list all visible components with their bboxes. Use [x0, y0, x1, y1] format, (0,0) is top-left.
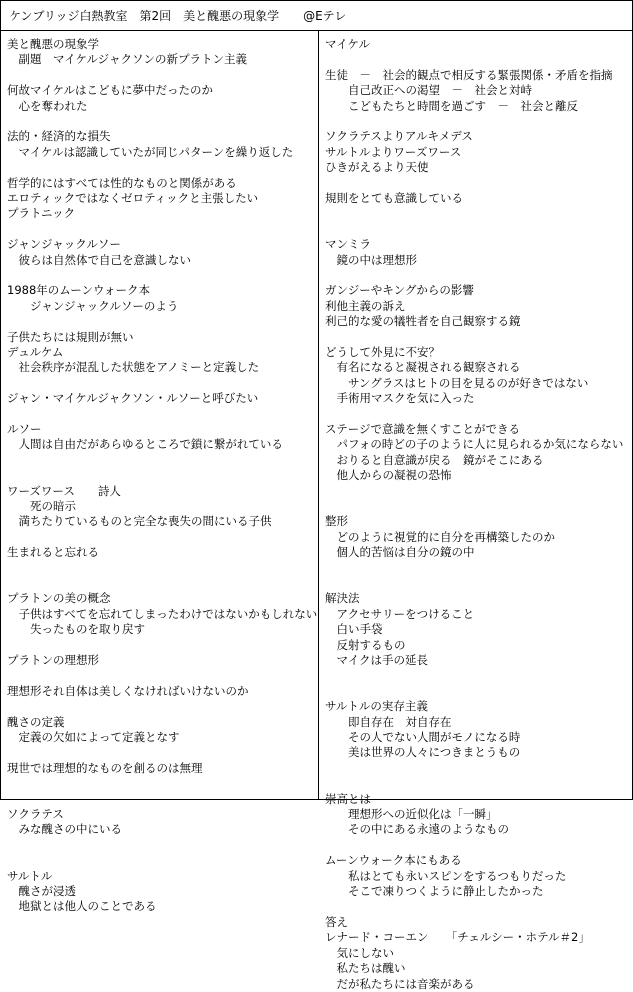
note-line: 定義の欠如によって定義となす [7, 730, 180, 745]
note-line: 美は世界の人々につきまとうもの [325, 745, 521, 760]
note-line: 利他主義の訴え [325, 298, 406, 313]
note-line: プラトニック [7, 206, 76, 221]
note-line: 手術用マスクを気に入った [325, 391, 475, 406]
note-line: エロティックではなくゼロティックと主張したい [7, 191, 259, 206]
note-line: 子供たちには規則が無い [7, 329, 134, 344]
note-line: 彼らは自然体で自己を意識しない [7, 252, 191, 267]
blank-line [325, 499, 628, 514]
blank-line [7, 407, 314, 422]
right-column [319, 31, 632, 991]
columns-container [1, 31, 632, 991]
left-column [1, 31, 319, 914]
note-line: サングラスはヒトの目を見るのが好きではない [325, 375, 589, 390]
blank-line [7, 453, 314, 468]
blank-line [7, 853, 314, 868]
note-line: ワーズワース 詩人 [7, 483, 121, 498]
note-line: サルトルよりワーズワース [325, 144, 462, 159]
blank-line [7, 776, 314, 791]
title-bar [1, 1, 632, 31]
blank-line [7, 160, 314, 175]
note-line: どうして外見に不安？ [325, 345, 440, 360]
note-line: マイクは手の延長 [325, 653, 429, 668]
note-line: おりると自意識が戻る 鏡がそこにある [325, 452, 544, 467]
blank-line [325, 561, 628, 576]
blank-line [7, 376, 314, 391]
note-line: 生まれると忘れる [7, 545, 99, 560]
note-line: 白い手袋 [325, 622, 383, 637]
note-line: そこで凍りつくように静止したかった [325, 884, 544, 899]
note-line: 利己的な愛の犠牲者を自己観察する鏡 [325, 314, 521, 329]
note-line: マイケルは認識していたが同じパターンを繰り返した [7, 144, 294, 159]
note-line: サルトルの実存主義 [325, 699, 428, 714]
note-line: レナード・コーエン 「チェルシー・ホテル＃2」 [325, 930, 590, 945]
note-line: 地獄とは他人のことである [7, 899, 157, 914]
note-line: ムーンウォーク本にもある [325, 853, 462, 868]
note-line: 子供はすべてを忘れてしまったわけではないかもしれない [7, 606, 318, 621]
blank-line [7, 576, 314, 591]
blank-line [325, 52, 628, 67]
note-line: みな醜さの中にいる [7, 822, 122, 837]
note-line: 法的・経済的な損失 [7, 129, 111, 144]
note-line: 醜さの定義 [7, 714, 65, 729]
note-line: パフォの時どの子のように人に見られるか気にならない [325, 437, 624, 452]
blank-line [7, 314, 314, 329]
blank-line [7, 792, 314, 807]
blank-line [325, 576, 628, 591]
note-line: ステージで意識を無くすことができる [325, 422, 521, 437]
note-line: プラトンの美の概念 [7, 591, 111, 606]
note-line: 答え [325, 914, 348, 929]
note-line: 有名になると凝視される観察される [325, 360, 521, 375]
note-line: ルソー [7, 422, 42, 437]
note-line: ひきがえるより天使 [325, 160, 429, 175]
blank-line [325, 776, 628, 791]
blank-line [325, 206, 628, 221]
note-line: マンミラ [325, 237, 371, 252]
note-line: 社会秩序が混乱した状態をアノミーと定義した [7, 360, 260, 375]
blank-line [325, 114, 628, 129]
note-line: その中にある永遠のようなもの [325, 822, 509, 837]
note-line: 自己改正への渇望 － 社会と対峙 [325, 83, 532, 98]
note-line: 気にしない [325, 945, 394, 960]
note-line: 美と醜悪の現象学 [7, 37, 99, 51]
blank-line [325, 899, 628, 914]
note-line: 理想形それ自体は美しくなければいけないのか [7, 683, 249, 698]
note-line: 理想形への近似化は「一瞬」 [325, 807, 498, 822]
note-line: その人でない人間がモノになる時 [325, 730, 521, 745]
blank-line [7, 114, 314, 129]
blank-line [7, 638, 314, 653]
blank-line [7, 668, 314, 683]
blank-line [7, 745, 314, 760]
note-line: 人間は自由だがあらゆるところで鎖に繋がれている [7, 437, 283, 452]
note-line: 生徒 － 社会的観点で相反する緊張関係・矛盾を指摘 [325, 67, 613, 82]
blank-line [325, 684, 628, 699]
blank-line [7, 561, 314, 576]
note-line: 崇高とは [325, 791, 371, 806]
note-line: ソクラテス [7, 807, 64, 822]
note-line: デュルケム [7, 345, 64, 360]
note-line: だが私たちには音楽がある [325, 976, 475, 991]
blank-line [325, 407, 628, 422]
note-line: ガンジーやキングからの影響 [325, 283, 474, 298]
blank-line [325, 222, 628, 237]
blank-line [325, 484, 628, 499]
note-line: マイケル [325, 37, 370, 51]
note-line: 整形 [325, 514, 348, 529]
note-line: 他人からの凝視の恐怖 [325, 468, 452, 483]
note-line: 副題 マイケルジャクソンの新プラトン主義 [7, 52, 247, 67]
note-line: 失ったものを取り戻す [7, 622, 145, 637]
note-line: アクセサリーをつけること [325, 606, 475, 621]
note-line: こどもたちと時間を過ごす － 社会と離反 [325, 98, 578, 113]
blank-line [325, 268, 628, 283]
blank-line [325, 668, 628, 683]
blank-line [7, 468, 314, 483]
blank-line [325, 176, 628, 191]
note-line: 個人的苦悩は自分の鏡の中 [325, 545, 475, 560]
blank-line [325, 838, 628, 853]
blank-line [325, 330, 628, 345]
note-line: 規則をとても意識している [325, 191, 463, 206]
note-line: 満ちたりているものと完全な喪失の間にいる子供 [7, 514, 272, 529]
blank-line [325, 761, 628, 776]
note-line: どのように視覚的に自分を再構築したのか [325, 529, 555, 544]
note-line: 即自存在 対自存在 [325, 714, 452, 729]
note-line: 1988年のムーンウォーク本 [7, 283, 151, 298]
note-line: プラトンの理想形 [7, 653, 99, 668]
note-line: サルトル [7, 868, 53, 883]
note-line: 現世では理想的なものを創るのは無理 [7, 760, 203, 775]
note-line: 心を奪われた [7, 98, 88, 113]
note-line: 死の暗示 [7, 499, 76, 514]
note-line: 鏡の中は理想形 [325, 252, 417, 267]
note-line: ソクラテスよりアルキメデス [325, 129, 473, 144]
note-line: 私たちは醜い [325, 961, 406, 976]
note-line: 解決法 [325, 591, 360, 606]
note-line: 反射するもの [325, 637, 406, 652]
note-line: 醜さが浸透 [7, 884, 76, 899]
note-line: ジャン・マイケルジャクソン・ルソーと呼びたい [7, 391, 259, 406]
blank-line [7, 699, 314, 714]
note-line: ジャンジャックルソー [7, 237, 121, 252]
note-line: 私はとても永いスピンをするつもりだった [325, 868, 567, 883]
blank-line [7, 838, 314, 853]
blank-line [7, 68, 314, 83]
note-line: ジャンジャックルソーのよう [7, 298, 179, 313]
note-line: 何故マイケルはこどもに夢中だったのか [7, 83, 213, 98]
note-line: 哲学的にはすべては性的なものと関係がある [7, 175, 237, 190]
blank-line [7, 268, 314, 283]
page-title: ケンブリッジ白熱教室 第2回 美と醜悪の現象学 @Eテレ [9, 8, 347, 23]
blank-line [7, 530, 314, 545]
blank-line [7, 222, 314, 237]
